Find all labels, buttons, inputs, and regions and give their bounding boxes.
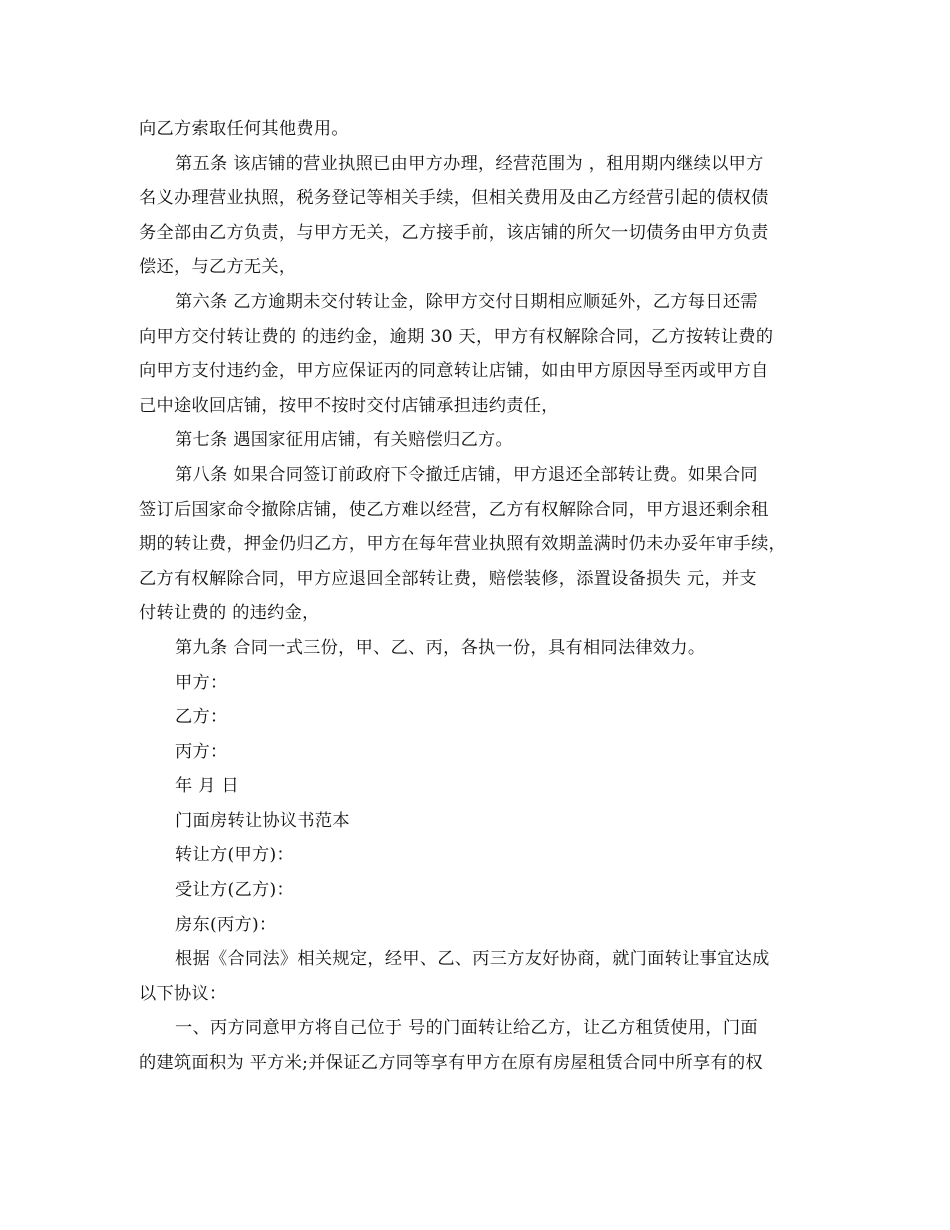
text-line: 向甲方支付违约金，甲方应保证丙的同意转让店铺，如由甲方原因导至丙或甲方自 — [139, 361, 769, 382]
paragraph-article-7-line: 第七条 遇国家征用店铺，有关赔偿归乙方。 — [175, 430, 514, 451]
text-line: 向乙方索取任何其他费用。 — [139, 119, 349, 139]
text-line: 付转让费的 的违约金， — [139, 603, 320, 624]
text-line: 己中途收回店铺，按甲不按时交付店铺承担违约责任， — [139, 395, 559, 416]
clause-1-line: 一、丙方同意甲方将自己位于 号的门面转让给乙方，让乙方租赁使用，门面 — [175, 1018, 758, 1039]
text-line: 期的转让费，押金仍归乙方，甲方在每年营业执照有效期盖满时仍未办妥年审手续， — [139, 534, 787, 555]
preamble-line: 根据《合同法》相关规定，经甲、乙、丙三方友好协商，就门面转让事宜达成 — [175, 949, 770, 970]
text-line: 以下协议： — [139, 983, 227, 1004]
text-line: 签订后国家命令撤除店铺，使乙方难以经营，乙方有权解除合同，甲方退还剩余租 — [139, 499, 769, 520]
text-line: 乙方有权解除合同，甲方应退回全部转让费，赔偿装修，添置设备损失 元，并支 — [139, 568, 757, 589]
landlord-label: 房东(丙方)： — [175, 914, 277, 935]
document-body — [139, 112, 819, 1081]
section-title: 门面房转让协议书范本 — [175, 810, 350, 831]
paragraph-article-6-line: 第六条 乙方逾期未交付转让金，除甲方交付日期相应顺延外，乙方每日还需 — [175, 291, 758, 312]
signature-party-a: 甲方： — [175, 672, 228, 693]
text-line: 的建筑面积为 平方米;并保证乙方同等享有甲方在原有房屋租赁合同中所享有的权 — [139, 1053, 763, 1074]
paragraph-article-5-line: 第五条 该店铺的营业执照已由甲方办理，经营范围为 ，租用期内继续以甲方 — [175, 153, 764, 174]
signature-date: 年 月 日 — [175, 776, 239, 797]
paragraph-article-8-line: 第八条 如果合同签订前政府下令撤迁店铺，甲方退还全部转让费。如果合同 — [175, 464, 758, 485]
signature-party-c: 丙方： — [175, 741, 228, 762]
transferee-label: 受让方(乙方)： — [175, 880, 294, 901]
text-line: 偿还，与乙方无关， — [139, 257, 297, 278]
text-line: 名义办理营业执照，税务登记等相关手续，但相关费用及由乙方经营引起的债权债 — [139, 188, 769, 209]
transferor-label: 转让方(甲方)： — [175, 845, 294, 866]
paragraph-article-9-line: 第九条 合同一式三份，甲、乙、丙，各执一份，具有相同法律效力。 — [175, 637, 706, 658]
signature-party-b: 乙方： — [175, 707, 228, 728]
text-line: 向甲方交付转让费的 的违约金，逾期 30 天，甲方有权解除合同，乙方按转让费的 — [139, 326, 774, 347]
text-line: 务全部由乙方负责，与甲方无关，乙方接手前，该店铺的所欠一切债务由甲方负责 — [139, 222, 769, 243]
